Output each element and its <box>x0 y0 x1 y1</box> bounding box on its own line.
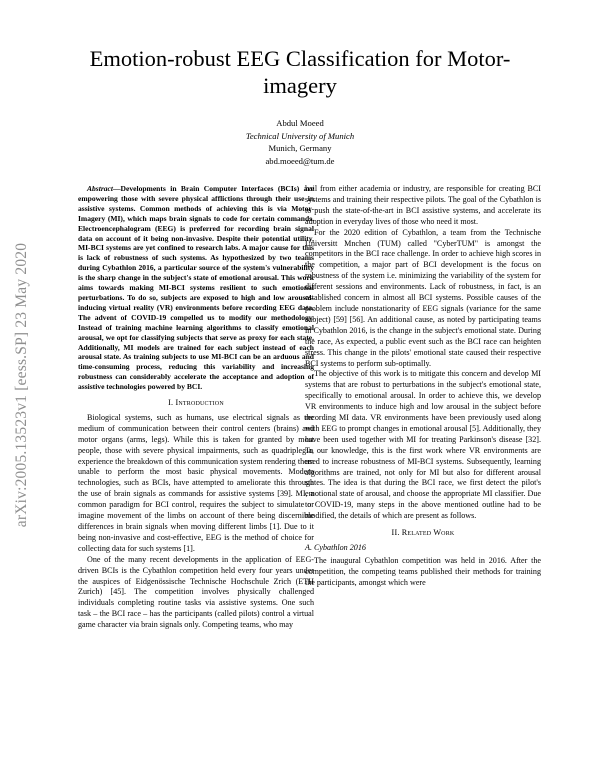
section-heading-related-work: II. Related Work <box>391 528 455 538</box>
paper-title: Emotion-robust EEG Classification for Motor-imagery <box>89 46 511 98</box>
intro-paragraph-1: Biological systems, such as humans, use electrical signals as the medium of communication between their control centers (brains) and motor organs (arms, legs). While this is taken for granted by most people, those with severe physical impairments, such as quadriplegia, experience the breakdown of this communication system rendering them unable to perform the most basic physical movements. Modern technologies, such as BCIs, have attempted to ameliorate this through the use of brain signals as commands for assistive systems [39]. MI, a common paradigm for BCI control, requires the subject to simulate or imagine movement of the limbs on account of there being discernible differences in brain signals when moving different limbs [1]. Due to it being non-invasive and cost-effective, EEG is the method of choice for collecting data for such systems [1]. <box>78 412 314 553</box>
arxiv-identifier: arXiv:2005.13523v1 [eess.SP] 23 May 2020 <box>13 242 30 528</box>
section-heading-introduction: I. Introduction <box>168 398 224 408</box>
author-name: Abdul Moeed <box>276 118 324 128</box>
right-column <box>305 184 541 589</box>
author-location: Munich, Germany <box>268 143 332 153</box>
author-block <box>160 117 440 167</box>
arxiv-stamp <box>8 200 36 570</box>
abstract-label: Abstract <box>87 184 113 193</box>
intro-paragraph-3: For the 2020 edition of Cybathlon, a team from the Technische Universitt Mnchen (TUM) called "CyberTUM" is amongst the competitors in the BCI race challenge. In order to achieve high scores in the competition, a major part of BCI development is the focus on robustness of the system i.e. minimizing the variability of the system for different sessions and environments. Lack of robustness, in fact, is an established concern in almost all BCI systems. Possible causes of the problem include nonstationarity of EEG signals (variance for the same subject) [59] [56]. An additional cause, as noted by participating teams in Cybathlon 2016, is the change in the subject's emotional state. During the race, As expected, a public event such as the BCI race can heighten stress. This change in the pilots' emotional state caused their respective BCI systems to perform sub-optimally. <box>305 227 541 368</box>
subsection-heading-cybathlon: A. Cybathlon 2016 <box>305 543 366 552</box>
author-email: abd.moeed@tum.de <box>265 155 335 166</box>
abstract <box>78 184 314 392</box>
intro-paragraph-2: One of the many recent developments in the application of EEG-driven BCIs is the Cybathlon competition held every four years under the auspices of Eidgenössische Technische Hochschule Zrich (ETH Zurich) [45]. The competition involves physically challenged individuals completing routine tasks via assistive systems. One such task – the BCI race – has the participants (called pilots) control a virtual game character via brain signals only. Competing teams, who may <box>78 554 314 630</box>
intro-paragraph-2-continued: hail from either academia or industry, are responsible for creating BCI systems and training their respective pilots. The goal of the Cybathlon is to push the state-of-the-art in BCI assistive systems, and accelerate its adoption in everyday lives of those who need it most. <box>305 184 541 226</box>
intro-paragraph-4: The objective of this work is to mitigate this concern and develop MI systems that are robust to perturbations in the subject's emotional state, specifically to emotional arousal. In order to achieve this, we develop VR environments to induce high and low arousal in the subject before recording MI data. VR environments have been previously used along with EEG to prompt changes in emotional arousal [5]. Additionally, they have been used together with MI for treating Parkinson's disease [32]. To our knowledge, this is the first work where VR environments are used to increase robustness of MI-BCI systems. Subsequently, learning algorithms are trained, not only for MI but also for different arousal states. The idea is that during the BCI race, we first detect the pilot's emotional state of arousal, and choose the appropriate MI classifier. Due to COVID-19, many steps in the above mentioned outline had to be modified, the details of which are present as follows. <box>305 369 541 521</box>
left-column <box>78 184 314 631</box>
abstract-text: —Developments in Brain Computer Interfaces (BCIs) are empowering those with severe physical afflictions through their use in assistive systems. Common methods of achieving this is via Motor-Imagery (MI), which maps brain signals to code for certain commands. Electroencephalogram (EEG) is preferred for recording brain signal data on account of it being non-invasive. Despite their potential utility, MI-BCI systems are yet confined to research labs. A major cause for this is lack of robustness of such systems. As hypothesized by two teams during Cybathlon 2016, a particular source of the system's vulnerability is the sharp change in the subject's state of emotional arousal. This work aims towards making MI-BCI systems resilient to such emotional perturbations. To do so, subjects are exposed to high and low arousal-inducing virtual reality (VR) environments before recording EEG data. The advent of COVID-19 compelled us to modify our methodology. Instead of training machine learning algorithms to classify emotional arousal, we opt for classifying subjects that serve as proxy for each state. Additionally, MI models are trained for each subject instead of each arousal state. As training subjects to use MI-BCI can be an arduous and time-consuming process, reducing this variability and increasing robustness can considerably accelerate the acceptance and adoption of assistive technologies powered by BCI. <box>78 184 314 392</box>
related-paragraph-1: The inaugural Cybathlon competition was held in 2016. After the competition, the competing teams published their methods for training the participants, amongst which were <box>305 555 541 587</box>
author-affiliation: Technical University of Munich <box>245 130 355 141</box>
